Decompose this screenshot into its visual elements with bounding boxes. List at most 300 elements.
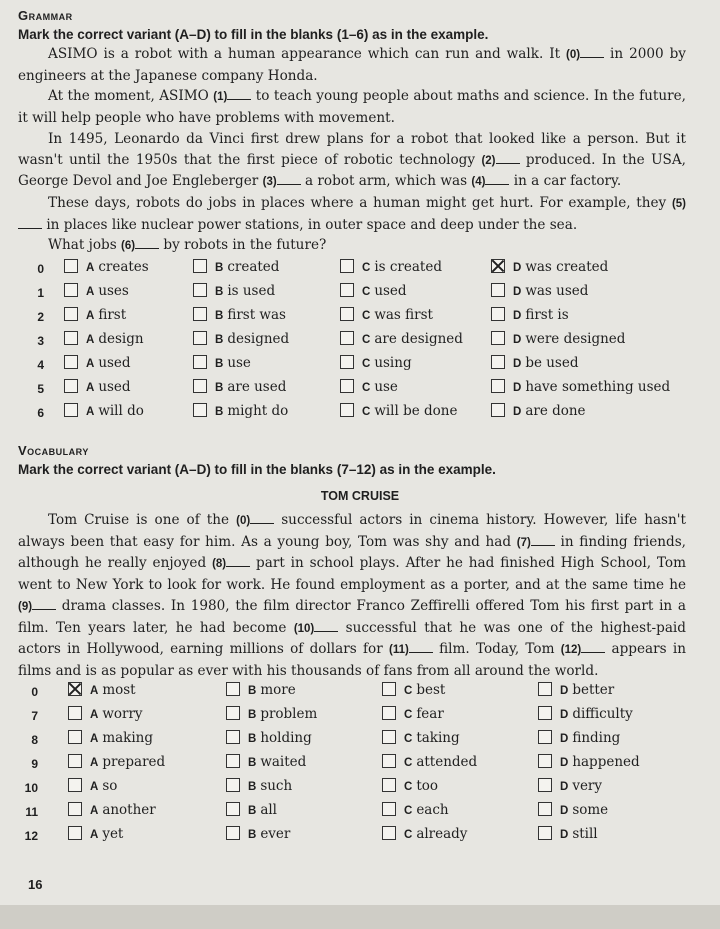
checkbox-icon[interactable]: [193, 379, 207, 393]
answer-option-d[interactable]: [538, 754, 640, 774]
question-number: (4): [471, 176, 486, 189]
option-letter: D: [513, 286, 522, 298]
text-run: What jobs: [48, 237, 122, 254]
option-letter: A: [86, 286, 95, 298]
answer-option-d[interactable]: [491, 331, 625, 351]
answer-option-d[interactable]: [491, 307, 569, 327]
checkbox-icon[interactable]: [193, 283, 207, 297]
text-run: successful that he was one of the highest-paid actors in Hollywood, earning millions of dollars for: [18, 619, 686, 658]
text-title: TOM CRUISE: [320, 489, 400, 503]
option-letter: B: [248, 733, 257, 745]
checkbox-icon[interactable]: [193, 259, 207, 273]
checkbox-icon[interactable]: [226, 706, 240, 720]
option-letter: A: [90, 781, 99, 793]
answer-option-d[interactable]: [491, 403, 586, 423]
checkbox-icon[interactable]: [491, 355, 505, 369]
option-letter: A: [90, 757, 99, 769]
answer-option-c[interactable]: [382, 682, 445, 702]
answer-blank: [32, 598, 56, 610]
option-letter: A: [86, 334, 95, 346]
option-letter: C: [362, 334, 371, 346]
option-text: attended: [416, 754, 478, 770]
answer-blank: [580, 46, 604, 58]
question-row: [0, 403, 720, 425]
answer-option-c[interactable]: [340, 259, 442, 279]
option-text: happened: [572, 754, 640, 770]
answer-option-d[interactable]: [491, 355, 579, 375]
question-row: [0, 331, 720, 353]
option-letter: D: [513, 262, 522, 274]
question-row: [0, 259, 720, 281]
checkbox-icon[interactable]: [340, 259, 354, 273]
checkbox-icon[interactable]: [538, 826, 552, 840]
text-run: in places like nuclear power stations, in outer space and deep under the sea.: [42, 216, 578, 233]
option-letter: D: [560, 805, 569, 817]
checkbox-icon[interactable]: [340, 403, 354, 417]
checkbox-icon[interactable]: [538, 730, 552, 744]
option-text: holding: [260, 730, 312, 746]
row-number: 4: [37, 358, 44, 372]
checkbox-icon[interactable]: [382, 682, 396, 696]
option-letter: B: [248, 685, 257, 697]
checkbox-icon[interactable]: [226, 778, 240, 792]
checkbox-icon[interactable]: [226, 802, 240, 816]
option-letter: A: [90, 709, 99, 721]
checkbox-icon[interactable]: [68, 706, 82, 720]
grammar-paragraph: [18, 44, 686, 86]
answer-option-b[interactable]: [226, 778, 292, 798]
option-letter: A: [90, 829, 99, 841]
option-letter: B: [215, 286, 224, 298]
answer-option-d[interactable]: [538, 802, 608, 822]
checkbox-icon[interactable]: [193, 403, 207, 417]
option-text: first is: [525, 307, 569, 323]
checkbox-icon[interactable]: [491, 403, 505, 417]
option-text: taking: [416, 730, 460, 746]
answer-option-b[interactable]: [226, 754, 306, 774]
option-text: was first: [374, 307, 433, 323]
option-text: very: [572, 778, 603, 794]
option-letter: B: [215, 382, 224, 394]
row-number: 2: [37, 310, 44, 324]
option-text: is used: [227, 283, 276, 299]
question-row: [0, 802, 720, 824]
option-text: was used: [525, 283, 589, 299]
checkbox-icon[interactable]: [226, 730, 240, 744]
checkbox-icon[interactable]: [64, 331, 78, 345]
option-text: making: [102, 730, 153, 746]
option-letter: A: [90, 685, 99, 697]
answer-blank: [18, 217, 42, 229]
grammar-paragraph: [18, 193, 686, 235]
checkbox-icon[interactable]: [491, 283, 505, 297]
checkbox-icon[interactable]: [538, 706, 552, 720]
checkbox-icon[interactable]: [382, 730, 396, 744]
option-text: problem: [260, 706, 318, 722]
answer-option-a[interactable]: [64, 355, 131, 375]
option-letter: D: [513, 334, 522, 346]
answer-blank: [277, 173, 301, 185]
text-run: successful actors in cinema history. However, life hasn't always been that easy for him. As a young boy, Tom was shy and had: [18, 512, 686, 550]
option-letter: D: [560, 709, 569, 721]
option-text: used: [98, 355, 131, 371]
option-letter: C: [362, 262, 371, 274]
checkbox-icon[interactable]: [226, 754, 240, 768]
vocabulary-text: [18, 510, 686, 682]
option-letter: A: [86, 406, 95, 418]
question-number: (5): [671, 197, 686, 210]
row-number: 6: [37, 406, 44, 420]
answer-option-d[interactable]: [491, 283, 588, 303]
question-row: [0, 754, 720, 776]
option-letter: D: [560, 781, 569, 793]
answer-option-d[interactable]: [538, 826, 598, 846]
answer-blank: [314, 620, 338, 632]
option-text: such: [260, 778, 293, 794]
row-number: 8: [31, 733, 38, 747]
answer-blank: [581, 641, 605, 653]
answer-option-c[interactable]: [340, 331, 463, 351]
checkbox-icon[interactable]: [340, 379, 354, 393]
checkbox-icon[interactable]: [491, 331, 505, 345]
answer-option-d[interactable]: [538, 778, 602, 798]
option-text: use: [374, 379, 398, 395]
option-letter: C: [404, 757, 413, 769]
option-text: each: [416, 802, 449, 818]
option-letter: C: [404, 685, 413, 697]
checkbox-icon[interactable]: [64, 283, 78, 297]
answer-option-a[interactable]: [68, 682, 136, 702]
answer-option-a[interactable]: [64, 403, 144, 423]
answer-option-b[interactable]: [193, 283, 275, 303]
option-text: using: [374, 355, 412, 371]
answer-option-a[interactable]: [68, 706, 143, 726]
answer-option-a[interactable]: [64, 331, 144, 351]
answer-option-c[interactable]: [382, 706, 444, 726]
option-text: finding: [572, 730, 621, 746]
answer-option-a[interactable]: [64, 379, 131, 399]
text-run: Tom Cruise is one of the: [48, 512, 237, 528]
answer-blank: [226, 555, 250, 567]
checked-box-icon[interactable]: [68, 682, 82, 696]
question-number: (12): [560, 644, 582, 657]
question-number: (6): [121, 240, 136, 253]
checkbox-icon[interactable]: [538, 778, 552, 792]
option-letter: C: [404, 829, 413, 841]
option-text: difficulty: [572, 706, 633, 722]
checkbox-icon[interactable]: [340, 283, 354, 297]
option-text: might do: [227, 403, 289, 419]
option-text: have something used: [525, 379, 671, 395]
answer-option-c[interactable]: [340, 355, 412, 375]
checkbox-icon[interactable]: [226, 682, 240, 696]
question-number: (0): [566, 49, 581, 61]
option-text: will be done: [374, 403, 458, 419]
question-row: [0, 730, 720, 752]
answer-blank: [531, 534, 555, 546]
option-letter: C: [404, 805, 413, 817]
checkbox-icon[interactable]: [340, 307, 354, 321]
checkbox-icon[interactable]: [68, 826, 82, 840]
answer-option-a[interactable]: [64, 283, 129, 303]
question-row: [0, 283, 720, 305]
answer-option-b[interactable]: [226, 730, 312, 750]
text-run: ASIMO is a robot with a human appearance which can run and walk. It: [48, 46, 567, 62]
option-letter: C: [404, 709, 413, 721]
option-letter: A: [86, 262, 95, 274]
option-text: were designed: [525, 331, 626, 347]
answer-option-a[interactable]: [64, 307, 126, 327]
question-number: (7): [516, 536, 531, 549]
answer-option-b[interactable]: [226, 802, 277, 822]
text-run: produced. In the USA, George Devol and Joe Engleberger: [18, 151, 686, 190]
answer-option-b[interactable]: [193, 331, 289, 351]
grammar-paragraph: [18, 129, 686, 193]
question-row: [0, 826, 720, 848]
question-number: (3): [262, 176, 277, 189]
row-number: 0: [31, 685, 38, 699]
option-text: be used: [525, 355, 579, 371]
question-row: [0, 682, 720, 704]
option-text: designed: [227, 331, 290, 347]
option-letter: D: [560, 733, 569, 745]
checkbox-icon[interactable]: [491, 307, 505, 321]
option-text: all: [260, 802, 277, 818]
answer-option-b[interactable]: [193, 307, 286, 327]
answer-option-a[interactable]: [68, 778, 117, 798]
answer-option-b[interactable]: [193, 379, 286, 399]
option-text: most: [102, 682, 136, 698]
row-number: 11: [25, 805, 38, 819]
grammar-text: [18, 44, 686, 257]
option-text: used: [374, 283, 407, 299]
answer-option-c[interactable]: [340, 283, 407, 303]
answer-option-a[interactable]: [64, 259, 149, 279]
option-text: first was: [227, 307, 286, 323]
row-number: 3: [37, 334, 44, 348]
checkbox-icon[interactable]: [382, 802, 396, 816]
checkbox-icon[interactable]: [382, 826, 396, 840]
question-row: [0, 706, 720, 728]
option-text: design: [98, 331, 144, 347]
checkbox-icon[interactable]: [382, 754, 396, 768]
page-bottom-edge: [0, 905, 720, 929]
checkbox-icon[interactable]: [64, 259, 78, 273]
answer-option-d[interactable]: [491, 259, 608, 279]
text-run: film. Today, Tom: [432, 641, 561, 658]
checkbox-icon[interactable]: [193, 331, 207, 345]
option-letter: C: [404, 781, 413, 793]
checkbox-icon[interactable]: [340, 331, 354, 345]
checkbox-icon[interactable]: [64, 403, 78, 417]
option-letter: B: [215, 406, 224, 418]
text-run: These days, robots do jobs in places where a human might get hurt. For example, they: [48, 194, 672, 211]
option-letter: C: [362, 310, 371, 322]
checkbox-icon[interactable]: [538, 754, 552, 768]
answer-option-c[interactable]: [340, 403, 458, 423]
grammar-instruction: Mark the correct variant (A–D) to fill in the blanks (1–6) as in the example.: [18, 27, 489, 42]
option-letter: A: [86, 358, 95, 370]
text-run: in a car factory.: [509, 173, 622, 190]
question-number: (10): [293, 622, 315, 635]
checkbox-icon[interactable]: [538, 682, 552, 696]
row-number: 7: [31, 709, 38, 723]
answer-option-c[interactable]: [382, 754, 477, 774]
row-number: 1: [37, 286, 44, 300]
row-number: 9: [31, 757, 38, 771]
question-row: [0, 307, 720, 329]
option-letter: D: [513, 406, 522, 418]
checkbox-icon[interactable]: [68, 754, 82, 768]
option-text: creates: [98, 259, 149, 275]
text-run: in 2000 by engineers at the Japanese company Honda.: [18, 46, 686, 84]
question-number: (1): [213, 91, 228, 104]
answer-blank: [496, 152, 520, 164]
answer-option-a[interactable]: [68, 730, 153, 750]
checkbox-icon[interactable]: [68, 730, 82, 744]
answer-option-a[interactable]: [68, 754, 165, 774]
option-letter: D: [560, 685, 569, 697]
answer-option-b[interactable]: [226, 682, 296, 702]
option-letter: C: [404, 733, 413, 745]
checkbox-icon[interactable]: [491, 379, 505, 393]
question-row: [0, 355, 720, 377]
answer-blank: [227, 88, 251, 100]
option-text: first: [98, 307, 127, 323]
question-number: (0): [236, 515, 251, 527]
option-text: already: [416, 826, 468, 842]
checkbox-icon[interactable]: [382, 778, 396, 792]
checkbox-icon[interactable]: [382, 706, 396, 720]
option-text: fear: [416, 706, 444, 722]
page-number: 16: [28, 877, 43, 892]
answer-blank: [135, 237, 159, 249]
answer-option-d[interactable]: [491, 379, 670, 399]
answer-option-d[interactable]: [538, 706, 633, 726]
row-number: 5: [37, 382, 44, 396]
answer-option-b[interactable]: [226, 826, 290, 846]
text-run: drama classes. In 1980, the film director Franco Zeffirelli offered Tom his first part in a film. Ten years later, he had become: [18, 597, 686, 636]
question-number: (11): [388, 644, 409, 657]
question-number: (8): [212, 558, 227, 571]
answer-option-c[interactable]: [382, 778, 438, 798]
option-text: use: [227, 355, 251, 371]
answer-blank: [409, 641, 433, 653]
option-text: are used: [227, 379, 287, 395]
option-text: too: [416, 778, 438, 794]
text-run: In 1495, Leonardo da Vinci first drew plans for a robot that looked like a person. But it wasn't until the 1950s that the first piece of robotic technology: [18, 130, 686, 168]
answer-option-c[interactable]: [382, 730, 460, 750]
option-letter: D: [560, 757, 569, 769]
option-letter: B: [215, 262, 224, 274]
answer-option-d[interactable]: [538, 730, 620, 750]
option-text: yet: [102, 826, 124, 842]
option-text: still: [572, 826, 598, 842]
checkbox-icon[interactable]: [340, 355, 354, 369]
question-number: (2): [481, 154, 496, 167]
answer-blank: [250, 512, 274, 524]
checkbox-icon[interactable]: [538, 802, 552, 816]
row-number: 10: [24, 781, 38, 795]
option-text: worry: [102, 706, 143, 722]
checkbox-icon[interactable]: [64, 307, 78, 321]
answer-option-c[interactable]: [340, 379, 398, 399]
answer-option-c[interactable]: [340, 307, 433, 327]
option-text: used: [98, 379, 131, 395]
option-letter: A: [86, 382, 95, 394]
option-letter: B: [215, 310, 224, 322]
checkbox-icon[interactable]: [64, 379, 78, 393]
option-letter: C: [362, 286, 371, 298]
option-letter: B: [248, 709, 257, 721]
answer-option-b[interactable]: [226, 706, 317, 726]
option-text: uses: [98, 283, 129, 299]
option-letter: D: [513, 382, 522, 394]
answer-option-a[interactable]: [68, 826, 123, 846]
checkbox-icon[interactable]: [68, 802, 82, 816]
option-text: ever: [260, 826, 291, 842]
option-text: are done: [525, 403, 586, 419]
answer-option-a[interactable]: [68, 802, 156, 822]
option-text: was created: [525, 259, 609, 275]
option-text: another: [102, 802, 156, 818]
option-letter: D: [513, 310, 522, 322]
text-run: appears in films and is as popular as ever with his thousands of fans from all around the world.: [18, 641, 686, 679]
option-text: some: [572, 802, 609, 818]
answer-option-b[interactable]: [193, 355, 251, 375]
option-letter: C: [362, 358, 371, 370]
option-text: so: [102, 778, 118, 794]
option-letter: C: [362, 406, 371, 418]
option-letter: A: [90, 805, 99, 817]
grammar-paragraph: [18, 86, 686, 128]
vocabulary-section-title: Vocabulary: [18, 443, 89, 458]
answer-option-b[interactable]: [193, 403, 288, 423]
text-run: by robots in the future?: [159, 237, 327, 254]
option-text: created: [227, 259, 280, 275]
option-text: more: [260, 682, 296, 698]
option-letter: B: [215, 334, 224, 346]
option-text: are designed: [374, 331, 463, 347]
option-text: prepared: [102, 754, 166, 770]
checked-box-icon[interactable]: [491, 259, 505, 273]
option-letter: B: [248, 829, 257, 841]
question-row: [0, 778, 720, 800]
option-letter: B: [215, 358, 224, 370]
checkbox-icon[interactable]: [193, 355, 207, 369]
question-number: (9): [18, 600, 33, 613]
option-letter: B: [248, 805, 257, 817]
answer-blank: [485, 173, 509, 185]
answer-option-c[interactable]: [382, 826, 467, 846]
option-text: is created: [374, 259, 442, 275]
option-text: best: [416, 682, 446, 698]
answer-option-b[interactable]: [193, 259, 279, 279]
checkbox-icon[interactable]: [64, 355, 78, 369]
row-number: 12: [24, 829, 38, 843]
checkbox-icon[interactable]: [68, 778, 82, 792]
checkbox-icon[interactable]: [193, 307, 207, 321]
grammar-section-title: Grammar: [18, 8, 73, 23]
option-letter: A: [90, 733, 99, 745]
option-letter: C: [362, 382, 371, 394]
answer-option-d[interactable]: [538, 682, 614, 702]
checkbox-icon[interactable]: [226, 826, 240, 840]
option-text: waited: [260, 754, 307, 770]
option-letter: D: [513, 358, 522, 370]
text-run: part in school plays. After he had finished High School, Tom went to New York to look for work. He found employment as a porter, and at the same time he: [18, 555, 687, 594]
answer-option-c[interactable]: [382, 802, 449, 822]
